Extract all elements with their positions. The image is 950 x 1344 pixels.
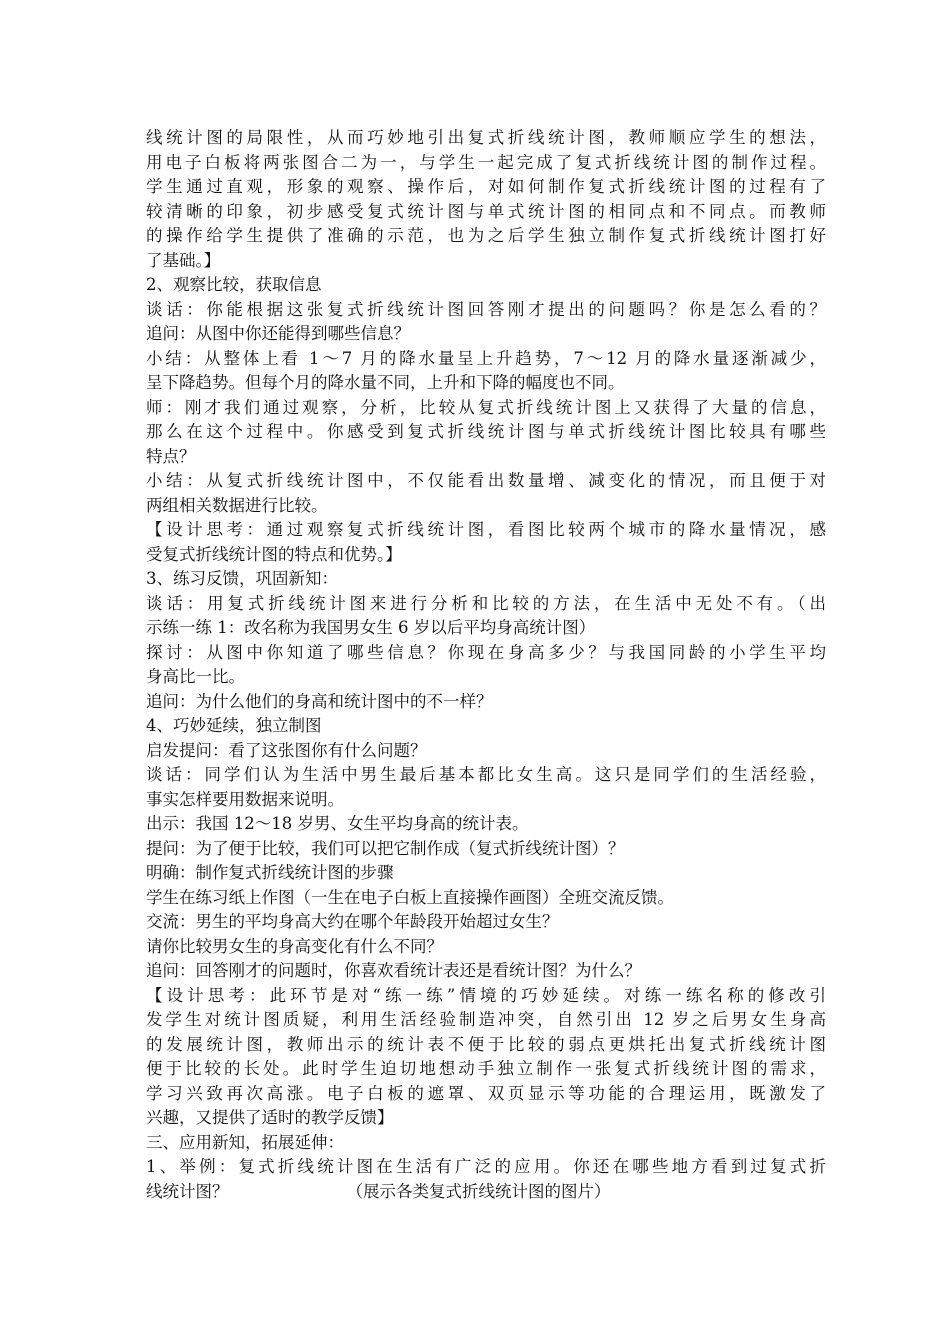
text-line: 用电子白板将两张图合二为一，与学生一起完成了复式折线统计图的制作过程。 [146, 152, 826, 172]
text-line: 出示：我国 12～18 岁男、女生平均身高的统计表。 [146, 814, 529, 833]
document-body [146, 126, 826, 1204]
text-line: 谈话：你能根据这张复式折线统计图回答刚才提出的问题吗？你是怎么看的？ [146, 299, 826, 319]
text-line: 追问：为什么他们的身高和统计图中的不一样？ [146, 691, 493, 711]
text-line: 的发展统计图，教师出示的统计表不便于比较的弱点更烘托出复式折线统计图 [146, 1034, 826, 1054]
text-line: 启发提问：看了这张图你有什么问题？ [146, 740, 427, 760]
text-line-final [146, 1180, 826, 1205]
text-line: 两组相关数据进行比较。 [146, 495, 328, 515]
text-line: 特点？ [146, 446, 196, 466]
text-line: 追问：从图中你还能得到哪些信息？ [146, 324, 410, 343]
text-line: 【设计思考：通过观察复式折线统计图，看图比较两个城市的降水量情况，感 [146, 520, 826, 539]
text-line: 2、观察比较，获取信息 [146, 275, 322, 294]
text-line: 3、练习反馈，巩固新知： [146, 569, 338, 588]
text-line: 小结：从整体上看 1～7 月的降水量呈上升趋势，7～12 月的降水量逐渐减少， [146, 348, 826, 368]
text-line: 事实怎样要用数据来说明。 [146, 789, 344, 809]
text-line: 明确：制作复式折线统计图的步骤 [146, 863, 394, 882]
text-line: 兴趣，又提供了适时的教学反馈】 [146, 1108, 394, 1127]
text-line: 学习兴致再次高涨。电子白板的遮罩、双页显示等功能的合理运用，既激发了 [146, 1083, 826, 1103]
text-line: 请你比较男女生的身高变化有什么不同？ [146, 936, 443, 956]
text-line: 示练一练 1：改名称为我国男女生 6 岁以后平均身高统计图） [146, 618, 596, 637]
text-line: 学生在练习纸上作图（一生在电子白板上直接操作画图）全班交流反馈。 [146, 887, 674, 907]
text-line: 追问：回答刚才的问题时，你喜欢看统计表还是看统计图？为什么？ [146, 961, 641, 980]
text-line: 学生通过直观，形象的观察、操作后，对如何制作复式折线统计图的过程有了 [146, 177, 826, 196]
text-line: 谈话：用复式折线统计图来进行分析和比较的方法，在生活中无处不有。（出 [146, 593, 826, 613]
text-line: 呈下降趋势。但每个月的降水量不同，上升和下降的幅度也不同。 [146, 373, 625, 392]
final-line-note: （展示各类复式折线统计图的图片） [346, 1181, 611, 1201]
text-line: 谈话：同学们认为生活中男生最后基本都比女生高。这只是同学们的生活经验， [146, 765, 826, 784]
text-line: 探讨：从图中你知道了哪些信息？你现在身高多少？与我国同龄的小学生平均 [146, 642, 826, 662]
text-line: 发学生对统计图质疑，利用生活经验制造冲突，自然引出 12 岁之后男女生身高 [146, 1010, 826, 1029]
text-line: 1、举例：复式折线统计图在生活有广泛的应用。你还在哪些地方看到过复式折 [146, 1157, 826, 1176]
text-line: 受复式折线统计图的特点和优势。】 [146, 544, 402, 564]
final-line-question: 线统计图？ [146, 1181, 229, 1201]
text-line: 小结：从复式折线统计图中，不仅能看出数量增、减变化的情况，而且便于对 [146, 471, 826, 490]
text-line: 线统计图的局限性，从而巧妙地引出复式折线统计图，教师顺应学生的想法， [146, 128, 826, 147]
text-line: 便于比较的长处。此时学生迫切地想动手独立制作一张复式折线统计图的需求， [146, 1059, 826, 1078]
text-line: 身高比一比。 [146, 667, 245, 686]
text-line: 三、应用新知，拓展延伸： [146, 1132, 344, 1152]
text-line: 4、巧妙延续，独立制图 [146, 716, 322, 735]
text-line: 较清晰的印象，初步感受复式统计图与单式统计图的相同点和不同点。而教师 [146, 201, 826, 221]
text-line: 的操作给学生提供了准确的示范，也为之后学生独立制作复式折线统计图打好 [146, 226, 826, 245]
text-line: 交流：男生的平均身高大约在哪个年龄段开始超过女生？ [146, 912, 559, 931]
text-line: 【设计思考：此环节是对“练一练”情境的巧妙延续。对练一练名称的修改引 [146, 985, 826, 1005]
text-line: 那么在这个过程中。你感受到复式折线统计图与单式折线统计图比较具有哪些 [146, 422, 826, 441]
text-line: 了基础。】 [146, 250, 221, 270]
text-line: 师：刚才我们通过观察，分析，比较从复式折线统计图上又获得了大量的信息， [146, 397, 826, 417]
text-line: 提问：为了便于比较，我们可以把它制作成（复式折线统计图）？ [146, 838, 625, 858]
